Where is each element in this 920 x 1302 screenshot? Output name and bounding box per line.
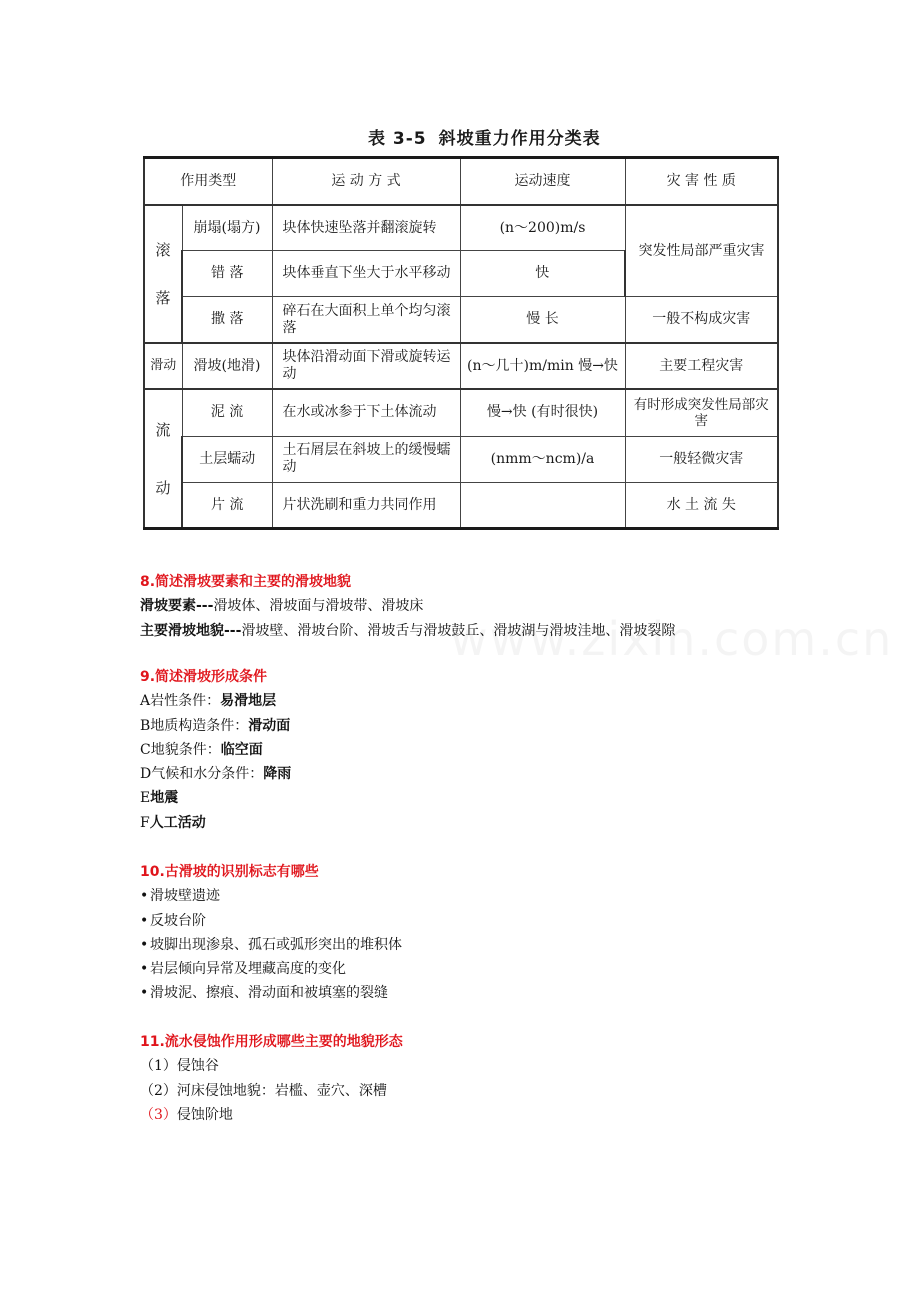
item-value: 易滑地层: [220, 693, 277, 710]
cell-mode: 块体垂直下坐大于水平移动: [272, 251, 460, 297]
cell-mode: 块体快速坠落并翻滚旋转: [272, 205, 460, 251]
item-text: 侵蚀阶地: [176, 1106, 233, 1123]
q8-line-elements: [140, 594, 675, 618]
item-number: （2）: [140, 1082, 177, 1099]
gravity-classification-table: [143, 156, 779, 530]
item-prefix: E: [140, 790, 151, 807]
cell-type: 片 流: [182, 482, 272, 528]
item-text: 坡脚出现渗泉、孤石或弧形突出的堆积体: [150, 936, 402, 953]
bullet-icon: •: [140, 912, 149, 929]
group-flow-char: 流: [155, 420, 171, 439]
cell-type: 撒 落: [182, 297, 272, 343]
table-title-text: 斜坡重力作用分类表: [438, 129, 601, 149]
section-q11: [140, 1030, 403, 1127]
cell-speed: (n～几十)m/min 慢→快: [460, 343, 625, 389]
cell-mode: 片状洗刷和重力共同作用: [272, 482, 460, 528]
item-prefix: B地质构造条件：: [140, 717, 249, 734]
cell-hazard: 一般轻微灾害: [625, 436, 778, 482]
cell-hazard: 主要工程灾害: [625, 343, 778, 389]
table-title: [368, 124, 613, 149]
q8-label: 主要滑坡地貌---: [140, 622, 242, 639]
list-item: [140, 884, 402, 908]
cell-type: 错 落: [182, 251, 272, 297]
table-row: [144, 205, 778, 251]
bullet-icon: •: [140, 888, 149, 905]
item-text: 滑坡泥、擦痕、滑动面和被填塞的裂缝: [150, 985, 388, 1002]
cell-speed: (nmm～ncm)/a: [460, 436, 625, 482]
item-text: 反坡台阶: [150, 912, 206, 929]
item-number: （3）: [140, 1106, 177, 1123]
item-prefix: F: [140, 814, 150, 831]
group-rolling: [144, 205, 182, 343]
list-item: [140, 1079, 403, 1103]
group-rolling-char: 落: [155, 288, 171, 307]
section-q9: [140, 665, 291, 835]
list-item: [140, 933, 402, 957]
group-flow: [144, 389, 182, 528]
cell-mode: 土石屑层在斜坡上的缓慢蠕动: [272, 436, 460, 482]
item-text: 河床侵蚀地貌：岩槛、壶穴、深槽: [176, 1082, 387, 1099]
group-flow-char: 动: [155, 478, 171, 497]
list-item: [140, 1054, 403, 1078]
table-number: 表 3-5: [368, 129, 427, 149]
header-hazard: 灾 害 性 质: [625, 158, 778, 205]
item-number: （1）: [140, 1058, 177, 1075]
cell-hazard: 突发性局部严重灾害: [625, 205, 778, 297]
q8-text: 滑坡体、滑坡面与滑坡带、滑坡床: [213, 598, 424, 615]
cell-speed: 慢 长: [460, 297, 625, 343]
header-mode: 运 动 方 式: [272, 158, 460, 205]
list-item: [140, 981, 402, 1005]
cell-hazard: 有时形成突发性局部灾害: [625, 389, 778, 436]
cell-mode: 块体沿滑动面下滑或旋转运动: [272, 343, 460, 389]
item-value: 人工活动: [149, 814, 206, 831]
section-q10: [140, 860, 402, 1006]
list-item: [140, 762, 291, 786]
cell-type: 崩塌(塌方): [182, 205, 272, 251]
list-item: [140, 909, 402, 933]
cell-speed: 快: [460, 251, 625, 297]
item-prefix: C地貌条件：: [140, 741, 221, 758]
list-item: [140, 786, 291, 810]
item-value: 地震: [150, 790, 179, 807]
cell-mode: 碎石在大面积上单个均匀滚落: [272, 297, 460, 343]
item-value: 滑动面: [248, 717, 291, 734]
list-item: [140, 957, 402, 981]
cell-type: 泥 流: [182, 389, 272, 436]
item-value: 降雨: [263, 766, 292, 783]
q9-title: 9.简述滑坡形成条件: [140, 669, 268, 685]
cell-type: 滑坡(地滑): [182, 343, 272, 389]
q8-label: 滑坡要素---: [140, 598, 214, 615]
cell-speed: 慢→快 (有时很快): [460, 389, 625, 436]
list-item: [140, 1103, 403, 1127]
bullet-icon: •: [140, 961, 149, 978]
item-value: 临空面: [220, 741, 263, 758]
table-row: [144, 297, 778, 343]
table-row: [144, 482, 778, 528]
q10-title: 10.古滑坡的识别标志有哪些: [140, 864, 319, 880]
cell-speed: [460, 482, 625, 528]
item-prefix: D气候和水分条件：: [140, 766, 264, 783]
bullet-icon: •: [140, 985, 149, 1002]
cell-hazard: 一般不构成灾害: [625, 297, 778, 343]
group-rolling-char: 滚: [155, 240, 171, 259]
q8-title: 8.简述滑坡要素和主要的滑坡地貌: [140, 574, 352, 590]
group-sliding: 滑动: [144, 343, 182, 389]
table-row: [144, 436, 778, 482]
cell-mode: 在水或冰参于下土体流动: [272, 389, 460, 436]
q11-title: 11.流水侵蚀作用形成哪些主要的地貌形态: [140, 1034, 403, 1050]
header-speed: 运动速度: [460, 158, 625, 205]
item-prefix: A岩性条件：: [140, 693, 221, 710]
cell-speed: (n～200)m/s: [460, 205, 625, 251]
cell-hazard: 水 土 流 失: [625, 482, 778, 528]
table-row: [144, 389, 778, 436]
list-item: [140, 714, 291, 738]
header-type: 作用类型: [144, 158, 272, 205]
q8-line-landforms: [140, 619, 675, 643]
table-row: [144, 343, 778, 389]
list-item: [140, 689, 291, 713]
item-text: 侵蚀谷: [176, 1058, 219, 1075]
bullet-icon: •: [140, 936, 149, 953]
list-item: [140, 811, 291, 835]
q8-text: 滑坡壁、滑坡台阶、滑坡舌与滑坡鼓丘、滑坡湖与滑坡洼地、滑坡裂隙: [241, 622, 676, 639]
list-item: [140, 738, 291, 762]
item-text: 岩层倾向异常及埋藏高度的变化: [150, 961, 346, 978]
cell-type: 土层蠕动: [182, 436, 272, 482]
table-header-row: [144, 158, 778, 205]
item-text: 滑坡壁遗迹: [150, 888, 220, 905]
section-q8: [140, 570, 675, 643]
